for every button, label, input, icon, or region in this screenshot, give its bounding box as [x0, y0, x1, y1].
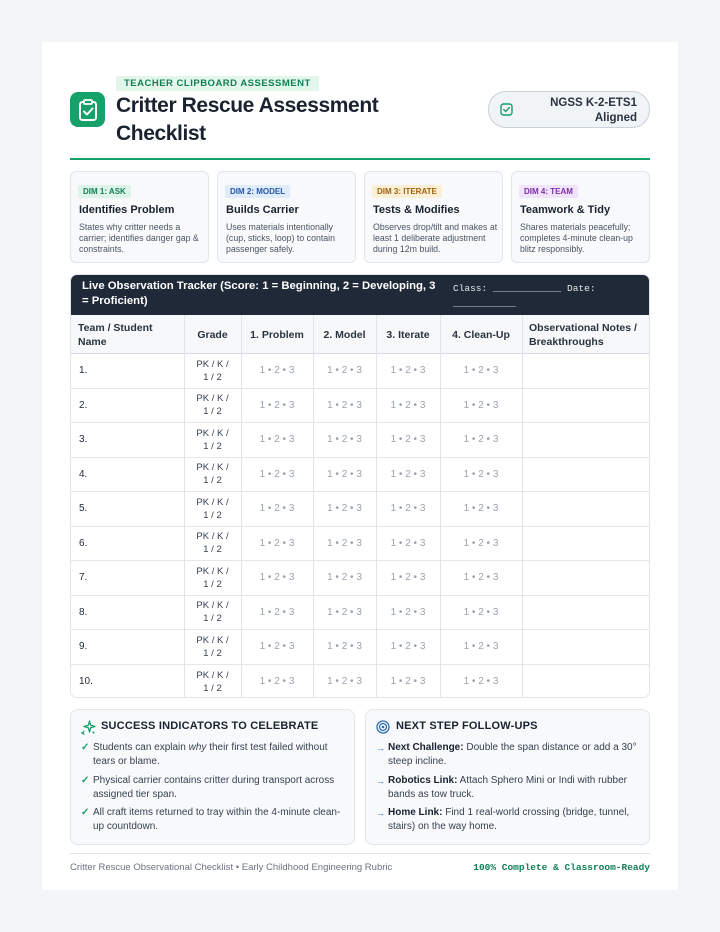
dimension-desc: Observes drop/tilt and makes at least 1 deliberate adjustment during 12m build. — [373, 222, 498, 254]
problem-score-cell[interactable]: 1 • 2 • 3 — [259, 468, 295, 480]
table-row — [71, 354, 650, 389]
next-step-label: Home Link: — [388, 807, 443, 819]
dimension-tag: DIM 1: ASK — [78, 185, 131, 198]
success-emphasis: why — [188, 742, 207, 753]
student-name-cell: 1. — [79, 365, 88, 377]
grade-cell[interactable]: PK / K / 1 / 2 — [196, 427, 229, 452]
success-text-tail: their first test failed without tears or blame. — [93, 742, 328, 767]
success-indicators-card — [70, 709, 355, 845]
table-row — [71, 596, 650, 631]
problem-score-cell[interactable]: 1 • 2 • 3 — [259, 606, 295, 618]
iterate-score-cell[interactable]: 1 • 2 • 3 — [390, 434, 426, 446]
dimension-card-1 — [70, 171, 209, 263]
model-score-cell[interactable]: 1 • 2 • 3 — [327, 641, 362, 653]
student-name-cell: 5. — [79, 503, 88, 515]
iterate-score-cell[interactable]: 1 • 2 • 3 — [390, 503, 426, 515]
table-header — [71, 315, 650, 354]
dimension-card-4 — [511, 171, 650, 263]
model-score-cell[interactable]: 1 • 2 • 3 — [327, 434, 362, 446]
dimension-tag: DIM 2: MODEL — [225, 185, 290, 198]
column-divider — [440, 315, 441, 698]
next-steps-card — [365, 709, 650, 845]
column-header: 1. Problem — [250, 328, 304, 341]
cleanup-score-cell[interactable]: 1 • 2 • 3 — [463, 365, 499, 377]
dimension-desc: Shares materials peacefully; completes 4-minute clean-up blitz responsibly. — [520, 222, 633, 254]
next-step-item — [376, 806, 638, 834]
table-row — [71, 389, 650, 424]
model-score-cell[interactable]: 1 • 2 • 3 — [327, 537, 362, 549]
success-text: All craft items returned to tray within the 4-minute clean-up countdown. — [93, 807, 341, 833]
iterate-score-cell[interactable]: 1 • 2 • 3 — [390, 572, 426, 584]
dimension-title: Teamwork & Tidy — [520, 204, 611, 216]
footer-left: Critter Rescue Observational Checklist • Early Childhood Engineering Rubric — [70, 862, 393, 873]
table-row — [71, 630, 650, 665]
dimension-title: Builds Carrier — [226, 204, 299, 216]
notes-cell[interactable] — [522, 389, 650, 423]
column-header: Grade — [197, 328, 228, 341]
next-list — [376, 741, 638, 839]
cleanup-score-cell[interactable]: 1 • 2 • 3 — [463, 434, 499, 446]
cleanup-score-cell[interactable]: 1 • 2 • 3 — [463, 641, 499, 653]
column-divider — [241, 315, 242, 698]
column-header: Team / Student Name — [78, 321, 153, 348]
class-date-fields[interactable]: Class: ____________ Date: ___________ — [453, 283, 596, 309]
problem-score-cell[interactable]: 1 • 2 • 3 — [259, 572, 295, 584]
next-step-text: Find 1 real-world crossing (bridge, tunnel, stairs) on the way home. — [388, 807, 630, 833]
model-score-cell[interactable]: 1 • 2 • 3 — [327, 572, 362, 584]
model-score-cell[interactable]: 1 • 2 • 3 — [327, 606, 362, 618]
assessment-page — [42, 42, 678, 890]
grade-cell[interactable]: PK / K / 1 / 2 — [196, 600, 229, 625]
student-name-cell: 6. — [79, 537, 88, 549]
student-name-cell: 2. — [79, 399, 88, 411]
clipboard-icon — [70, 92, 105, 127]
student-name-cell: 8. — [79, 606, 88, 618]
dimension-tag: DIM 4: TEAM — [519, 185, 578, 198]
iterate-score-cell[interactable]: 1 • 2 • 3 — [390, 468, 426, 480]
column-divider — [313, 315, 314, 698]
footer-divider — [70, 853, 650, 854]
model-score-cell[interactable]: 1 • 2 • 3 — [327, 468, 362, 480]
table-row — [71, 527, 650, 562]
arrow-right-icon: → — [376, 808, 385, 819]
student-name-cell: 10. — [79, 676, 93, 688]
student-name-cell: 3. — [79, 434, 88, 446]
arrow-right-icon: → — [376, 743, 385, 753]
table-row — [71, 665, 650, 699]
notes-cell[interactable] — [522, 561, 650, 595]
problem-score-cell[interactable]: 1 • 2 • 3 — [259, 503, 295, 515]
success-text: Students can explain — [93, 742, 189, 753]
dimension-card-2 — [217, 171, 356, 263]
problem-score-cell[interactable]: 1 • 2 • 3 — [259, 365, 295, 377]
sparkle-icon — [81, 720, 96, 740]
student-name-cell: 7. — [79, 572, 88, 584]
notes-cell[interactable] — [522, 458, 650, 492]
dimension-desc: States why critter needs a carrier; identifies danger gap & constraints. — [79, 222, 199, 254]
column-divider — [376, 315, 377, 698]
success-title: SUCCESS INDICATORS TO CELEBRATE — [101, 720, 319, 732]
ngss-badge — [488, 91, 650, 128]
dimension-tag: DIM 3: ITERATE — [372, 185, 442, 198]
header-divider — [70, 158, 650, 160]
next-title: NEXT STEP FOLLOW-UPS — [396, 720, 538, 732]
tracker-bar — [71, 275, 650, 315]
arrow-right-icon: → — [376, 775, 385, 786]
dimension-title: Identifies Problem — [79, 204, 175, 216]
iterate-score-cell[interactable]: 1 • 2 • 3 — [390, 537, 426, 549]
header — [70, 76, 650, 160]
column-header: Observational Notes / Breakthroughs — [529, 321, 637, 348]
badge-line-1: NGSS K-2-ETS1 — [550, 97, 637, 109]
dimension-cards — [70, 171, 650, 263]
observation-table — [70, 274, 650, 698]
cleanup-score-cell[interactable]: 1 • 2 • 3 — [463, 606, 499, 618]
check-square-icon — [500, 103, 513, 121]
next-step-item — [376, 774, 638, 802]
iterate-score-cell[interactable]: 1 • 2 • 3 — [390, 676, 426, 688]
problem-score-cell[interactable]: 1 • 2 • 3 — [259, 641, 295, 653]
cleanup-score-cell[interactable]: 1 • 2 • 3 — [463, 468, 499, 480]
iterate-score-cell[interactable]: 1 • 2 • 3 — [390, 399, 426, 411]
grade-cell[interactable]: PK / K / 1 / 2 — [196, 531, 229, 556]
dimension-title: Tests & Modifies — [373, 204, 460, 216]
checkmark-icon: ✓ — [81, 807, 90, 819]
column-header: 4. Clean-Up — [452, 328, 510, 341]
column-divider — [522, 315, 523, 698]
next-step-label: Robotics Link: — [388, 774, 458, 786]
iterate-score-cell[interactable]: 1 • 2 • 3 — [390, 641, 426, 653]
table-row — [71, 458, 650, 493]
notes-cell[interactable] — [522, 596, 650, 630]
header-kicker: TEACHER CLIPBOARD ASSESSMENT — [116, 76, 319, 91]
success-item — [81, 806, 343, 834]
grade-cell[interactable]: PK / K / 1 / 2 — [196, 669, 229, 694]
checkmark-icon: ✓ — [81, 742, 90, 753]
notes-cell[interactable] — [522, 665, 650, 699]
cleanup-score-cell[interactable]: 1 • 2 • 3 — [463, 537, 499, 549]
problem-score-cell[interactable]: 1 • 2 • 3 — [259, 537, 295, 549]
table-row — [71, 423, 650, 458]
badge-line-2: Aligned — [594, 112, 637, 124]
model-score-cell[interactable]: 1 • 2 • 3 — [327, 365, 362, 377]
table-row — [71, 561, 650, 596]
column-header: 2. Model — [323, 328, 366, 341]
grade-cell[interactable]: PK / K / 1 / 2 — [196, 358, 229, 383]
success-list — [81, 741, 343, 839]
grade-cell[interactable]: PK / K / 1 / 2 — [196, 565, 229, 590]
dimension-card-3 — [364, 171, 503, 263]
problem-score-cell[interactable]: 1 • 2 • 3 — [259, 399, 295, 411]
model-score-cell[interactable]: 1 • 2 • 3 — [327, 503, 362, 515]
table-row — [71, 492, 650, 527]
cleanup-score-cell[interactable]: 1 • 2 • 3 — [463, 676, 499, 688]
tracker-title: Live Observation Tracker (Score: 1 = Beginning, 2 = Developing, 3 = Proficient) — [82, 280, 436, 307]
footer-right: 100% Complete & Classroom-Ready — [473, 862, 650, 873]
student-name-cell: 4. — [79, 468, 88, 480]
notes-cell[interactable] — [522, 354, 650, 388]
next-step-label: Next Challenge: — [388, 742, 464, 753]
dimension-desc: Uses materials intentionally (cup, sticks, loop) to contain passenger safely. — [226, 222, 336, 254]
notes-cell[interactable] — [522, 492, 650, 526]
next-step-item — [376, 741, 638, 769]
success-item — [81, 741, 343, 769]
cleanup-score-cell[interactable]: 1 • 2 • 3 — [463, 399, 499, 411]
model-score-cell[interactable]: 1 • 2 • 3 — [327, 399, 362, 411]
page-title: Critter Rescue Assessment Checklist — [116, 94, 379, 145]
problem-score-cell[interactable]: 1 • 2 • 3 — [259, 676, 295, 688]
notes-cell[interactable] — [522, 527, 650, 561]
column-header: 3. Iterate — [386, 328, 430, 341]
notes-cell[interactable] — [522, 423, 650, 457]
model-score-cell[interactable]: 1 • 2 • 3 — [327, 676, 362, 688]
checkmark-icon: ✓ — [81, 774, 90, 786]
iterate-score-cell[interactable]: 1 • 2 • 3 — [390, 606, 426, 618]
success-item — [81, 774, 343, 802]
grade-cell[interactable]: PK / K / 1 / 2 — [196, 462, 229, 487]
next-step-text: Double the span distance or add a 30° steep incline. — [388, 742, 637, 767]
target-icon — [376, 720, 390, 739]
success-text: Physical carrier contains critter during transport across assigned tier span. — [93, 774, 335, 800]
iterate-score-cell[interactable]: 1 • 2 • 3 — [390, 365, 426, 377]
next-step-text: Attach Sphero Mini or Indi with rubber bands as tow truck. — [388, 774, 627, 800]
problem-score-cell[interactable]: 1 • 2 • 3 — [259, 434, 295, 446]
grade-cell[interactable]: PK / K / 1 / 2 — [196, 634, 229, 659]
cleanup-score-cell[interactable]: 1 • 2 • 3 — [463, 572, 499, 584]
notes-cell[interactable] — [522, 630, 650, 664]
column-divider — [184, 315, 185, 698]
grade-cell[interactable]: PK / K / 1 / 2 — [196, 393, 229, 418]
student-name-cell: 9. — [79, 641, 88, 653]
grade-cell[interactable]: PK / K / 1 / 2 — [196, 496, 229, 521]
cleanup-score-cell[interactable]: 1 • 2 • 3 — [463, 503, 499, 515]
